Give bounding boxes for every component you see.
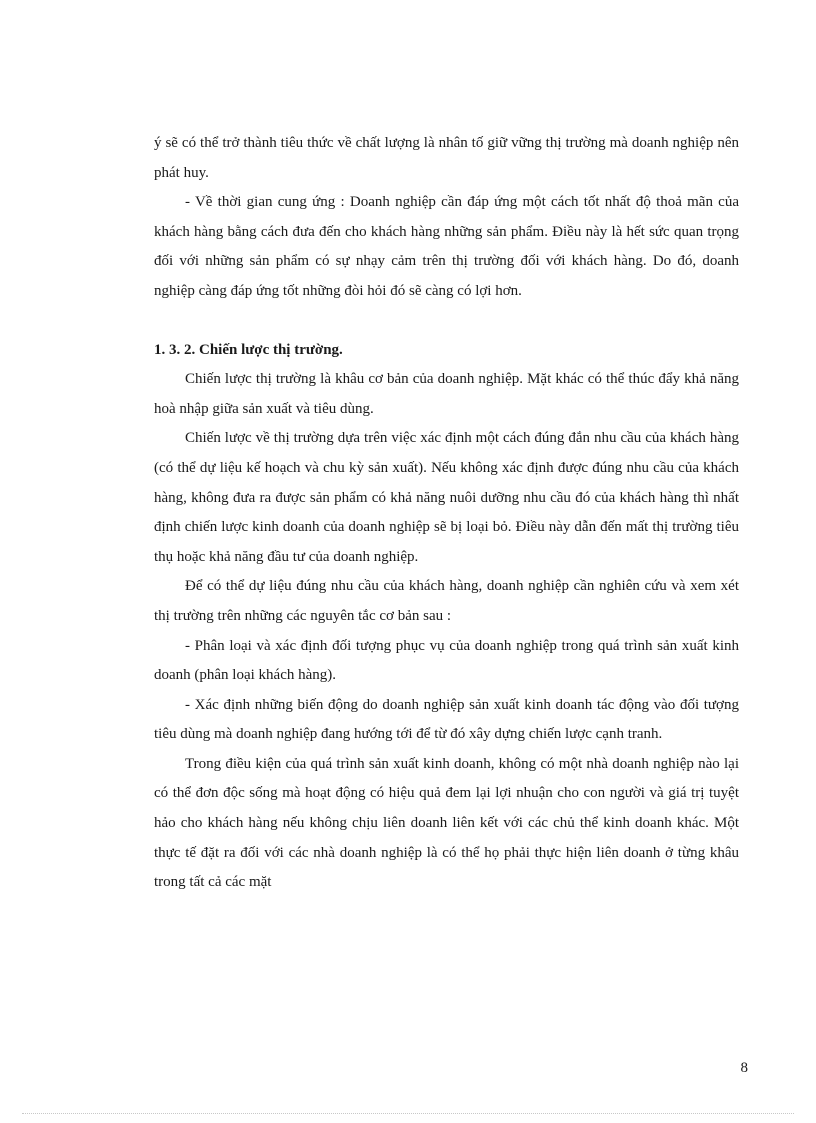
paragraph-delivery-time: - Về thời gian cung ứng : Doanh nghiệp cần đáp ứng một cách tốt nhất độ thoả mãn của khách hàng bằng cách đưa đến cho khách hàng những sản phẩm. Điều này là hết sức quan trọng đối với những sản phẩm có sự nhạy cảm trên thị trường đối với khách hàng. Do đó, doanh nghiệp càng đáp ứng tốt những đòi hỏi đó sẽ càng có lợi hơn. xyxy=(154,194,739,299)
page-number: 8 xyxy=(740,1060,748,1076)
paragraph-identify-changes: - Xác định những biến động do doanh nghiệp sản xuất kinh doanh tác động vào đối tượng tiêu dùng mà doanh nghiệp đang hướng tới để từ đó xây dựng chiến lược cạnh tranh. xyxy=(154,696,739,743)
paragraph-continuation-quality: ý sẽ có thể trở thành tiêu thức về chất lượng là nhân tố giữ vững thị trường mà doanh nghiệp nên phát huy. xyxy=(154,135,739,181)
paragraph-customer-classification: - Phân loại và xác định đối tượng phục vụ của doanh nghiệp trong quá trình sản xuất kinh doanh (phân loại khách hàng). xyxy=(154,637,739,684)
paragraph-research-principles: Để có thể dự liệu đúng nhu cầu của khách hàng, doanh nghiệp cần nghiên cứu và xem xét thị trường trên những các nguyên tắc cơ bản sau : xyxy=(154,578,739,624)
document-body xyxy=(154,129,739,898)
page-bottom-divider xyxy=(22,1113,794,1114)
paragraph-joint-venture: Trong điều kiện của quá trình sản xuất kinh doanh, không có một nhà doanh nghiệp nào lại có thể đơn độc sống mà hoạt động có hiệu quả đem lại lợi nhuận cho con người và giá trị tuyệt hảo cho khách hàng nếu không chịu liên doanh liên kết với các chủ thể kinh doanh khác. Một thực tế đặt ra đối với các nhà doanh nghiệp là có thể họ phải thực hiện liên doanh ở từng khâu trong tất cả các mặt xyxy=(154,755,739,891)
paragraph-market-strategy-demand: Chiến lược về thị trường dựa trên việc xác định một cách đúng đắn nhu cầu của khách hàng (có thể dự liệu kế hoạch và chu kỳ sản xuất). Nếu không xác định được đúng nhu cầu của khách hàng, không đưa ra được sản phẩm có khả năng nuôi dưỡng nhu cầu đó của khách hàng thì nhất định chiến lược kinh doanh của doanh nghiệp sẽ bị loại bỏ. Điều này dẫn đến mất thị trường tiêu thụ hoặc khả năng đầu tư của doanh nghiệp. xyxy=(154,430,739,565)
paragraph-market-strategy-intro: Chiến lược thị trường là khâu cơ bản của doanh nghiệp. Mặt khác có thể thúc đẩy khả năng hoà nhập giữa sản xuất và tiêu dùng. xyxy=(154,371,739,417)
section-heading: 1. 3. 2. Chiến lược thị trường. xyxy=(154,341,343,358)
section-spacer xyxy=(154,307,739,336)
